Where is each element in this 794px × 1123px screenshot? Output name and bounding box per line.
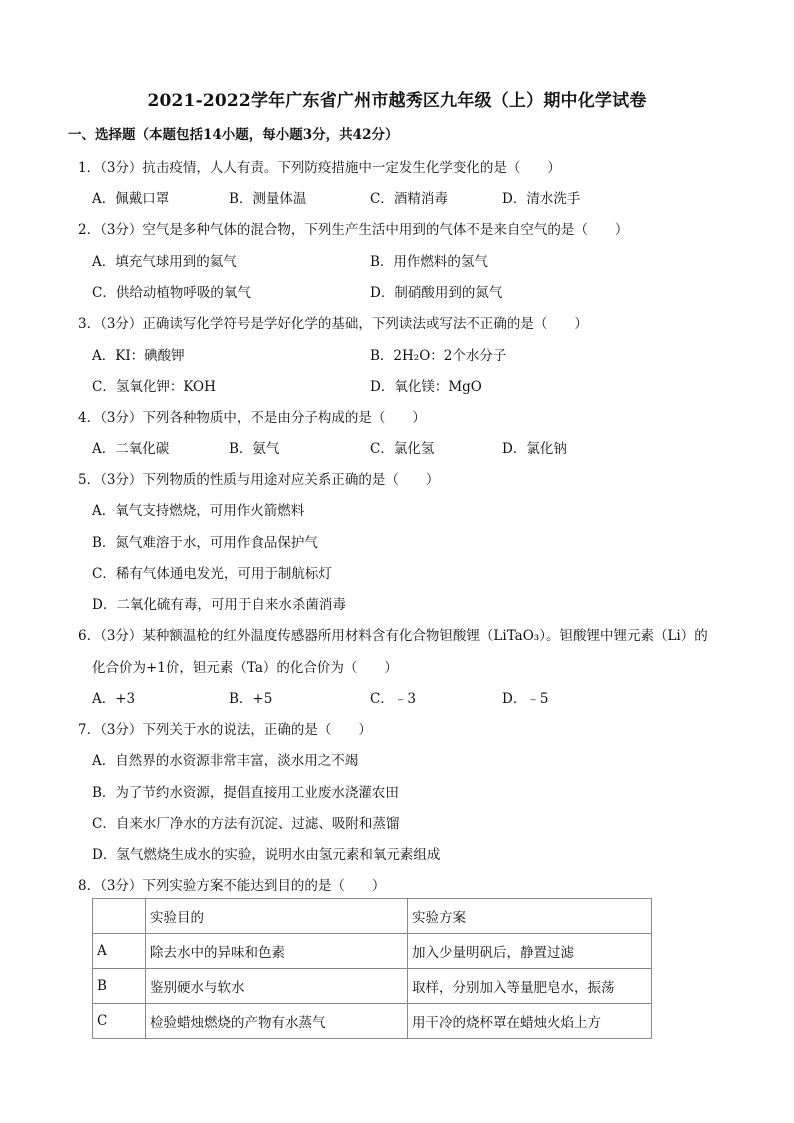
- question-6-option-d: D．﹣5: [502, 691, 549, 707]
- question-4-option-c: C．氯化氢: [370, 441, 435, 457]
- question-3-stem: 3．（3分）正确读写化学符号是学好化学的基础，下列读法或写法不正确的是（ ）: [78, 316, 588, 332]
- question-7-option-d: D．氢气燃烧生成水的实验，说明水由氢元素和氧元素组成: [92, 847, 441, 863]
- experiment-table: [92, 898, 652, 1039]
- table-cell: 除去水中的异味和色素: [146, 934, 408, 969]
- table-header-cell: 实验目的: [146, 899, 408, 934]
- question-6-option-b: B．+5: [229, 691, 273, 707]
- question-3-option-a: A．KI：碘酸钾: [92, 348, 185, 364]
- question-4-stem: 4．（3分）下列各种物质中，不是由分子构成的是（ ）: [78, 410, 426, 426]
- question-1-option-d: D．清水洗手: [502, 191, 581, 207]
- question-2-option-d: D．制硝酸用到的氮气: [370, 285, 503, 301]
- question-5-option-d: D．二氧化硫有毒，可用于自来水杀菌消毒: [92, 597, 346, 613]
- table-cell: 取样，分别加入等量肥皂水，振荡: [408, 969, 652, 1004]
- question-5-option-b: B．氮气难溶于水，可用作食品保护气: [92, 535, 318, 551]
- question-6-option-c: C．﹣3: [370, 691, 416, 707]
- section-heading: 一、选择题（本题包括14小题，每小题3分，共42分）: [68, 127, 399, 143]
- table-header-cell: 实验方案: [408, 899, 652, 934]
- question-7-option-b: B．为了节约水资源，提倡直接用工业废水浇灌农田: [92, 785, 399, 801]
- question-2-option-c: C．供给动植物呼吸的氧气: [92, 285, 251, 301]
- question-5-option-c: C．稀有气体通电发光，可用于制航标灯: [92, 566, 332, 582]
- table-cell: C: [93, 1004, 146, 1039]
- question-6-stem: 6．（3分）某种额温枪的红外温度传感器所用材料含有化合物钽酸锂（LiTaO₃）。钽酸锂中锂元素（Li）的: [78, 628, 708, 644]
- table-cell: 鉴别硬水与软水: [146, 969, 408, 1004]
- table-cell: 用干冷的烧杯罩在蜡烛火焰上方: [408, 1004, 652, 1039]
- question-7-option-c: C．自来水厂净水的方法有沉淀、过滤、吸附和蒸馏: [92, 816, 400, 832]
- question-5-option-a: A．氧气支持燃烧，可用作火箭燃料: [92, 503, 305, 519]
- question-8-stem: 8．（3分）下列实验方案不能达到目的的是（ ）: [78, 878, 386, 894]
- question-2-option-a: A．填充气球用到的氦气: [92, 254, 237, 270]
- table-row: [93, 934, 652, 969]
- question-6-option-a: A．+3: [92, 691, 136, 707]
- page-title: 2021-2022学年广东省广州市越秀区九年级（上）期中化学试卷: [147, 91, 647, 111]
- question-5-stem: 5．（3分）下列物质的性质与用途对应关系正确的是（ ）: [78, 472, 440, 488]
- question-1-option-a: A．佩戴口罩: [92, 191, 170, 207]
- table-row: [93, 969, 652, 1004]
- question-3-option-c: C．氢氧化钾：KOH: [92, 379, 216, 395]
- table-cell: 加入少量明矾后，静置过滤: [408, 934, 652, 969]
- table-cell: B: [93, 969, 146, 1004]
- question-1-option-b: B．测量体温: [229, 191, 307, 207]
- question-4-option-d: D．氯化钠: [502, 441, 567, 457]
- question-7-stem: 7．（3分）下列关于水的说法，正确的是（ ）: [78, 722, 372, 738]
- table-header-cell: [93, 899, 146, 934]
- question-3-option-b: B．2H₂O：2个水分子: [370, 348, 507, 364]
- question-3-option-d: D．氧化镁：MgO: [370, 379, 482, 395]
- question-1-stem: 1．（3分）抗击疫情，人人有责。下列防疫措施中一定发生化学变化的是（ ）: [78, 160, 561, 176]
- question-2-stem: 2．（3分）空气是多种气体的混合物，下列生产生活中用到的气体不是来自空气的是（ ）: [78, 222, 629, 238]
- question-4-option-b: B．氨气: [229, 441, 280, 457]
- table-cell: A: [93, 934, 146, 969]
- question-7-option-a: A．自然界的水资源非常丰富，淡水用之不竭: [92, 753, 359, 769]
- table-row: [93, 1004, 652, 1039]
- table-header-row: [93, 899, 652, 934]
- question-4-option-a: A．二氧化碳: [92, 441, 170, 457]
- question-6-stem-continued: 化合价为+1价，钽元素（Ta）的化合价为（ ）: [92, 660, 398, 676]
- question-1-option-c: C．酒精消毒: [370, 191, 448, 207]
- table-cell: 检验蜡烛燃烧的产物有水蒸气: [146, 1004, 408, 1039]
- question-2-option-b: B．用作燃料的氢气: [370, 254, 488, 270]
